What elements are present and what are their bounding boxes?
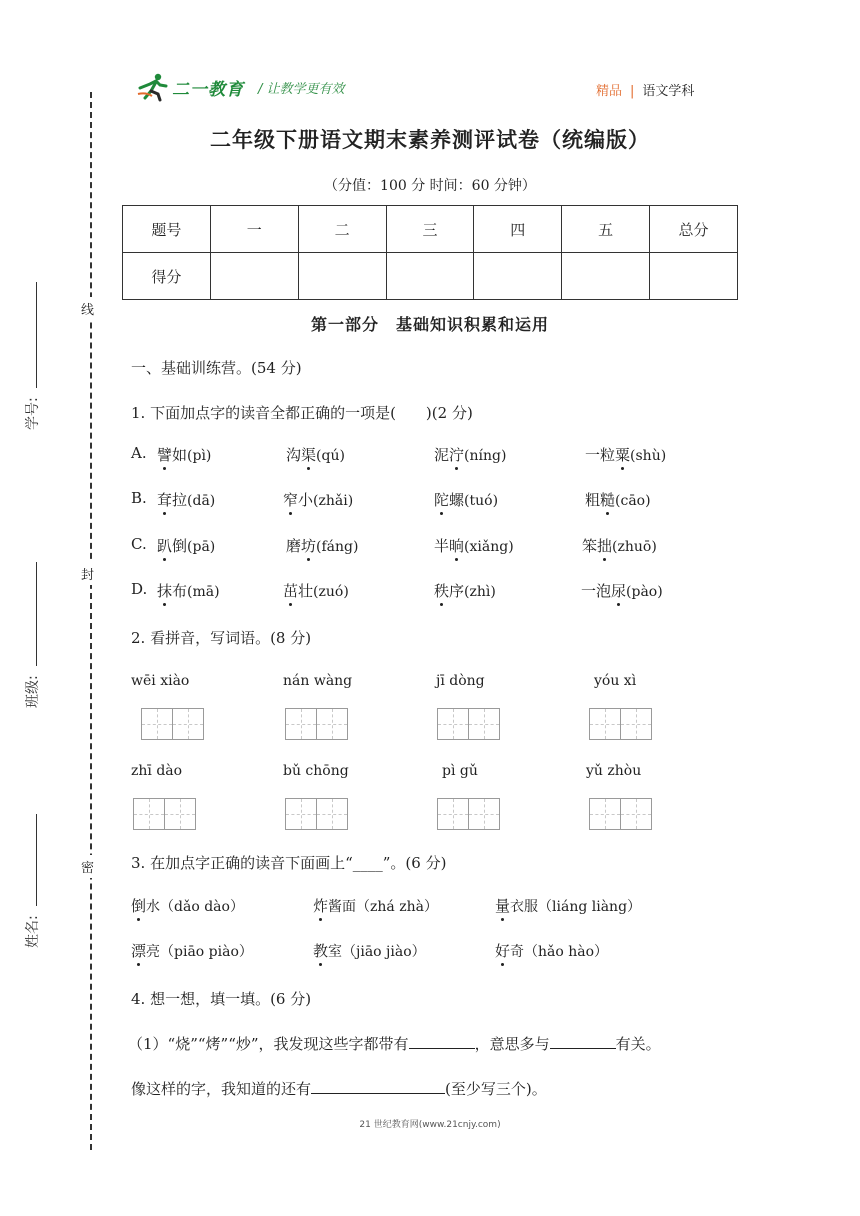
exam-title: 二年级下册语文期末素养测评试卷（统编版）	[210, 128, 650, 152]
q2-pinyin: yóu xì	[594, 673, 637, 689]
q4-stem: 4. 想一想，填一填。(6 分)	[131, 990, 312, 1008]
q2-pinyin: pì gǔ	[442, 763, 478, 779]
answer-blank[interactable]	[311, 1079, 445, 1094]
score-input-cell[interactable]	[562, 253, 650, 300]
q3-stem: 3. 在加点字正确的读音下面画上“____”。(6 分)	[131, 854, 447, 872]
score-header-cell: 总分	[650, 206, 738, 253]
q2-pinyin: yǔ zhòu	[586, 763, 642, 779]
writing-grid[interactable]	[437, 708, 499, 740]
score-table	[122, 205, 738, 300]
logo	[136, 72, 345, 102]
q1-option-d-2: 茁壮(zuó)	[283, 582, 349, 600]
q4-line1: （1）“烧”“烤”“炒”，我发现这些字都带有 ，意思多与 有关。	[128, 1035, 661, 1053]
q1-option-b-1: 耷拉(dā)	[157, 491, 216, 509]
q4-line2: 像这样的字，我知道的还有 (至少写三个)。	[131, 1080, 547, 1098]
q1-option-c-3: 半晌(xiǎng)	[434, 537, 514, 555]
q2-pinyin: wēi xiào	[131, 673, 190, 689]
answer-blank[interactable]	[550, 1034, 616, 1049]
subject-label: 语文学科	[642, 84, 695, 99]
q1-option-b-label: B.	[131, 489, 147, 507]
q1-option-a-label: A.	[131, 444, 147, 462]
q2-pinyin: jī dòng	[436, 673, 485, 689]
class-label: 班级:	[25, 675, 41, 708]
q1-option-a-2: 沟渠(qú)	[286, 446, 345, 464]
q1-option-c-1: 趴倒(pā)	[157, 537, 216, 555]
score-input-cell[interactable]	[650, 253, 738, 300]
score-input-cell[interactable]	[386, 253, 474, 300]
writing-grid[interactable]	[437, 798, 499, 830]
footer-source: 21 世纪教育网(www.21cnjy.com)	[359, 1120, 501, 1130]
binding-mark-line: 线	[81, 297, 94, 320]
binding-dashed-line	[90, 92, 92, 1150]
header-subject	[596, 80, 694, 99]
slogan: / 让教学更有效	[258, 81, 345, 97]
writing-grid[interactable]	[589, 798, 651, 830]
q1-stem: 1. 下面加点字的读音全都正确的一项是( )(2 分)	[131, 404, 473, 422]
binding-mark-seal: 封	[81, 562, 94, 585]
exam-info: （分值：100 分 时间：60 分钟）	[324, 178, 536, 194]
q3-item[interactable]: 教室（jiāo jiào）	[313, 942, 426, 960]
writing-grid[interactable]	[589, 708, 651, 740]
class-line	[36, 562, 37, 666]
brand-name: 二一教育	[172, 79, 244, 100]
section1-heading: 一、基础训练营。(54 分)	[131, 359, 302, 377]
name-line	[36, 814, 37, 906]
q1-option-d-4: 一泡尿(pào)	[581, 582, 663, 600]
q1-option-d-label: D.	[131, 580, 148, 598]
writing-grid[interactable]	[141, 708, 203, 740]
writing-grid[interactable]	[285, 798, 347, 830]
q2-pinyin: bǔ chōng	[283, 763, 349, 779]
premium-badge: 精品	[596, 84, 623, 99]
name-label: 姓名:	[25, 915, 41, 948]
q1-option-b-4: 粗糙(cāo)	[585, 491, 651, 509]
score-header-cell: 五	[562, 206, 650, 253]
q1-option-c-4: 笨拙(zhuō)	[582, 537, 657, 555]
q3-item[interactable]: 漂亮（piāo piào）	[131, 942, 253, 960]
q1-option-b-2: 窄小(zhǎi)	[283, 491, 354, 509]
score-table-score-row	[123, 253, 738, 300]
part1-title: 第一部分 基础知识积累和运用	[310, 315, 549, 334]
q1-option-d-3: 秩序(zhì)	[434, 582, 496, 600]
score-table-header-row	[123, 206, 738, 253]
q1-option-a-3: 泥泞(níng)	[434, 446, 507, 464]
student-id-line	[36, 282, 37, 388]
score-header-cell: 题号	[123, 206, 211, 253]
q3-item[interactable]: 量衣服（liáng liàng）	[495, 897, 642, 915]
q1-option-a-1: 譬如(pì)	[157, 446, 212, 464]
q2-pinyin: zhī dào	[131, 763, 183, 779]
student-id-label: 学号:	[25, 397, 41, 430]
q1-option-d-1: 抹布(mā)	[157, 582, 220, 600]
score-header-cell: 二	[298, 206, 386, 253]
q3-item[interactable]: 炸酱面（zhá zhà）	[313, 897, 438, 915]
answer-blank[interactable]	[409, 1034, 475, 1049]
q3-item[interactable]: 好奇（hǎo hào）	[495, 942, 609, 960]
score-header-cell: 四	[474, 206, 562, 253]
header-separator: |	[630, 84, 635, 99]
score-input-cell[interactable]	[474, 253, 562, 300]
q2-stem: 2. 看拼音，写词语。(8 分)	[131, 629, 312, 647]
q2-pinyin: nán wàng	[283, 673, 353, 689]
q3-item[interactable]: 倒水（dǎo dào）	[131, 897, 244, 915]
binding-mark-secret: 密	[81, 855, 94, 878]
writing-grid[interactable]	[285, 708, 347, 740]
score-header-cell: 一	[210, 206, 298, 253]
score-input-cell[interactable]	[298, 253, 386, 300]
q1-option-b-3: 陀螺(tuó)	[434, 491, 499, 509]
writing-grid[interactable]	[133, 798, 195, 830]
score-row-label: 得分	[123, 253, 211, 300]
score-header-cell: 三	[386, 206, 474, 253]
score-input-cell[interactable]	[210, 253, 298, 300]
q1-option-c-2: 磨坊(fáng)	[286, 537, 359, 555]
q1-option-a-4: 一粒粟(shù)	[585, 446, 667, 464]
q1-option-c-label: C.	[131, 535, 147, 553]
runner-logo-icon	[136, 72, 170, 102]
